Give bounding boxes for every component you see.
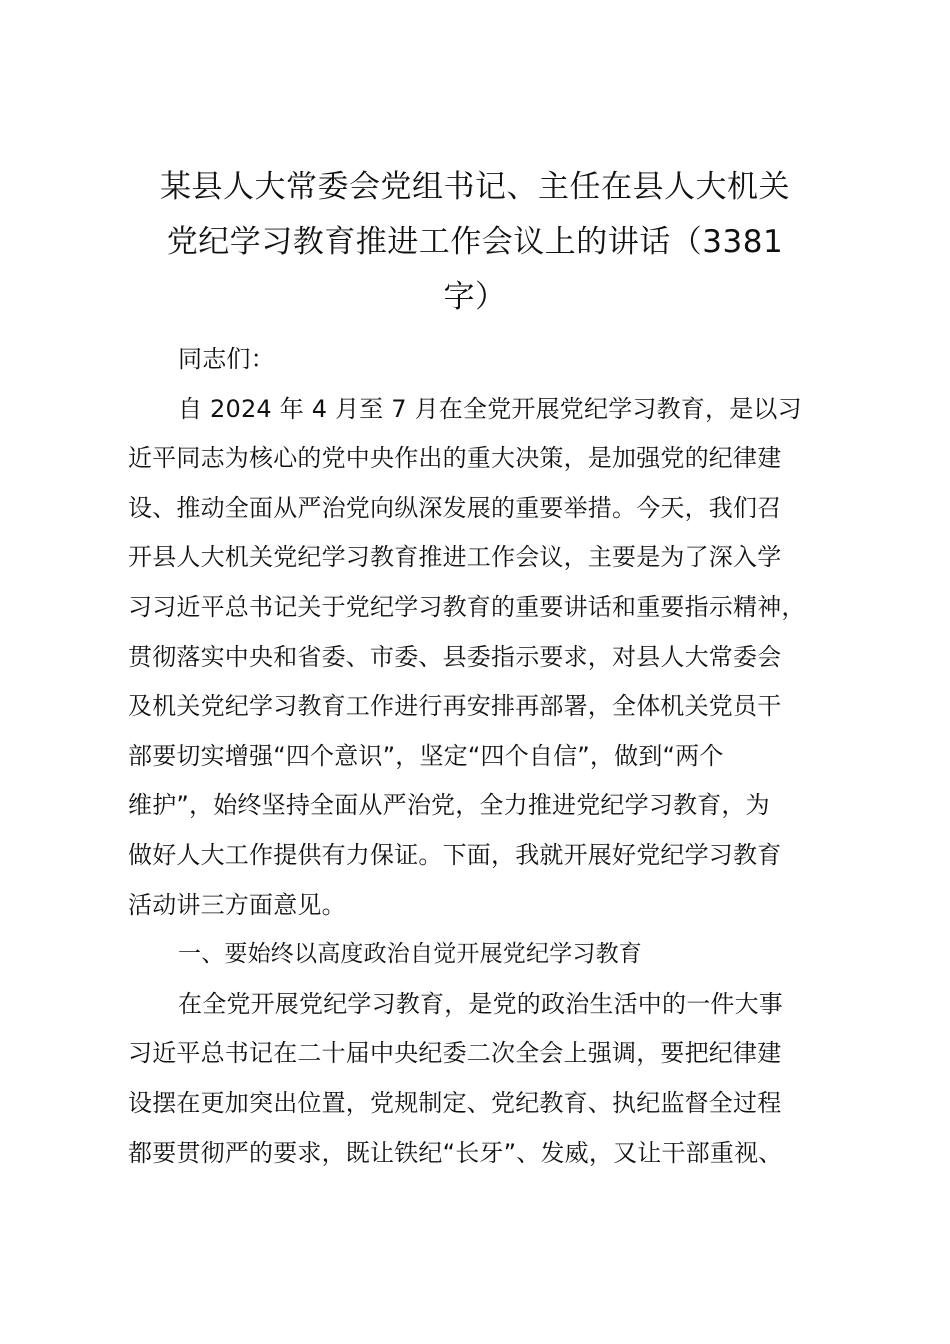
paragraph-1-line: 近平同志为核心的党中央作出的重大决策，是加强党的纪律建 bbox=[128, 444, 782, 473]
paragraph-1-line: 贯彻落实中央和省委、市委、县委指示要求，对县人大常委会 bbox=[128, 642, 782, 671]
document-title bbox=[118, 160, 832, 325]
paragraph-2-line: 设摆在更加突出位置，党规制定、党纪教育、执纪监督全过程 bbox=[128, 1088, 782, 1117]
paragraph-1-line: 习习近平总书记关于党纪学习教育的重要讲话和重要指示精神， bbox=[128, 592, 806, 621]
salutation: 同志们： bbox=[178, 345, 275, 373]
paragraph-2-line: 在全党开展党纪学习教育，是党的政治生活中的一件大事 bbox=[178, 989, 783, 1018]
paragraph-2-line: 都要贯彻严的要求，既让铁纪“长牙”、发威，又让干部重视、 bbox=[128, 1138, 783, 1167]
document-body bbox=[128, 335, 828, 1178]
paragraph-1-line: 活动讲三方面意见。 bbox=[128, 890, 346, 919]
title-line-1: 某县人大常委会党组书记、主任在县人大机关 bbox=[160, 169, 790, 205]
paragraph-1-line: 部要切实增强“四个意识”，坚定“四个自信”，做到“两个 bbox=[128, 741, 724, 770]
paragraph-1-line: 自 2024 年 4 月至 7 月在全党开展党纪学习教育，是以习 bbox=[178, 394, 802, 423]
title-line-3: 字） bbox=[443, 279, 507, 315]
paragraph-1-line: 做好人大工作提供有力保证。下面，我就开展好党纪学习教育 bbox=[128, 840, 782, 869]
paragraph-1-line: 维护”，始终坚持全面从严治党，全力推进党纪学习教育，为 bbox=[128, 791, 770, 820]
paragraph-2-line: 习近平总书记在二十届中央纪委二次全会上强调，要把纪律建 bbox=[128, 1039, 782, 1068]
section-heading-1: 一、要始终以高度政治自觉开展党纪学习教育 bbox=[178, 941, 642, 968]
paragraph-1-line: 及机关党纪学习教育工作进行再安排再部署，全体机关党员干 bbox=[128, 692, 782, 721]
paragraph-1-line: 开县人大机关党纪学习教育推进工作会议，主要是为了深入学 bbox=[128, 543, 782, 572]
paragraph-1-line: 设、推动全面从严治党向纵深发展的重要举措。今天，我们召 bbox=[128, 493, 782, 522]
title-line-2: 党纪学习教育推进工作会议上的讲话（3381 bbox=[166, 224, 784, 260]
